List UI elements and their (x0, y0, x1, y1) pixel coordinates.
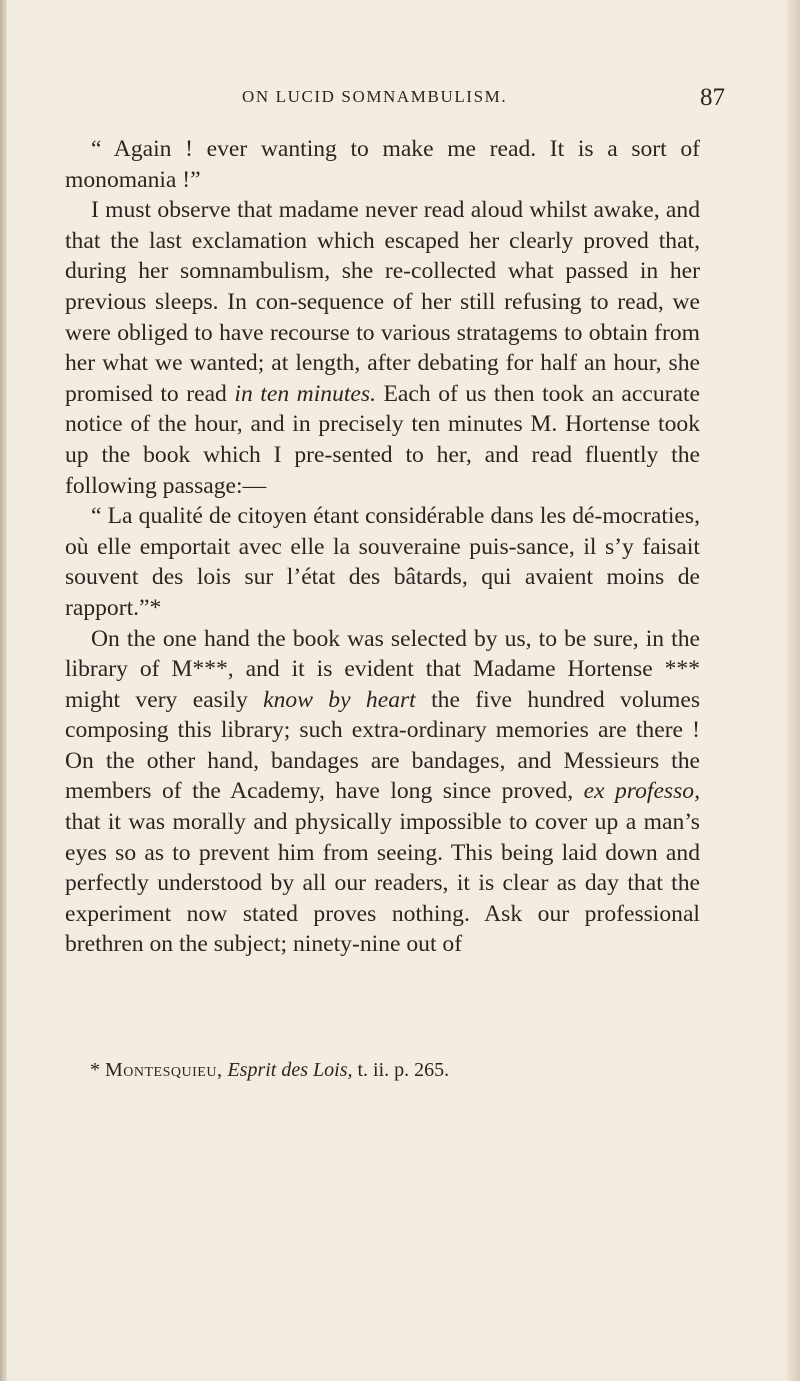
emphasis-text: ex professo, (583, 778, 700, 805)
paragraph-text: the five hundred volumes composing this library; such extra-ordinary memories are there ! On the other hand, bandages are bandages, and Messieurs the members of the Academy, have long since proved, (65, 686, 700, 805)
page-header (0, 84, 800, 121)
paragraph-text: “ Again ! ever wanting to make me read. It is a sort of monomania !” (65, 136, 700, 193)
running-head: ON LUCID SOMNAMBULISM. (242, 87, 508, 106)
paragraph-text: “ La qualité de citoyen étant considérable dans les dé-mocraties, où elle emportait avec elle la souveraine puis-sance, il s’y faisait souvent des lois sur l’état des bâtards, qui avaient moins de rapport.”* (65, 503, 700, 621)
paragraph-quote-again (65, 134, 700, 195)
footnote-author: Montesquieu, (105, 1059, 223, 1081)
emphasis-text: know by heart (263, 686, 416, 713)
footnote (90, 1057, 710, 1083)
page-right-edge (786, 0, 800, 1381)
paragraph-french-quote (65, 501, 700, 623)
footnote-marker: * (90, 1059, 100, 1081)
paragraph-text: Each of us then took an accurate notice of the hour, and in precisely ten minutes M. Hortense took up the book which I pre-sented to her, and read fluently the following passage:— (65, 380, 700, 499)
paragraph-text: I must observe that madame never read aloud whilst awake, and that the last exclamation which escaped her clearly proved that, during her somnambulism, she re-collected what passed in her previous sleeps. In con-sequence of her still refusing to read, we were obliged to have recourse to various stratagems to obtain from her what we wanted; at length, after debating for half an hour, she promised to read (65, 197, 700, 407)
paragraph-argument (65, 624, 700, 961)
paragraph-text: On the one hand the book was selected by us, to be sure, in the library of M***, and it is evident that Madame Hortense *** might very easily (65, 625, 700, 713)
emphasis-text: in ten minutes. (234, 380, 376, 407)
footnote-reference: t. ii. p. 265. (357, 1059, 450, 1081)
main-text (65, 134, 700, 960)
paragraph-observation (65, 195, 700, 501)
page-left-edge (0, 0, 7, 1381)
footnote-work: Esprit des Lois, (227, 1059, 353, 1081)
page-number: 87 (700, 84, 725, 111)
paragraph-text: that it was morally and physically impossible to cover up a man’s eyes so as to prevent him from seeing. This being laid down and perfectly understood by all our readers, it is clear as day that the experiment now stated proves nothing. Ask our professional brethren on the subject; ninety-nine out of (65, 809, 700, 958)
